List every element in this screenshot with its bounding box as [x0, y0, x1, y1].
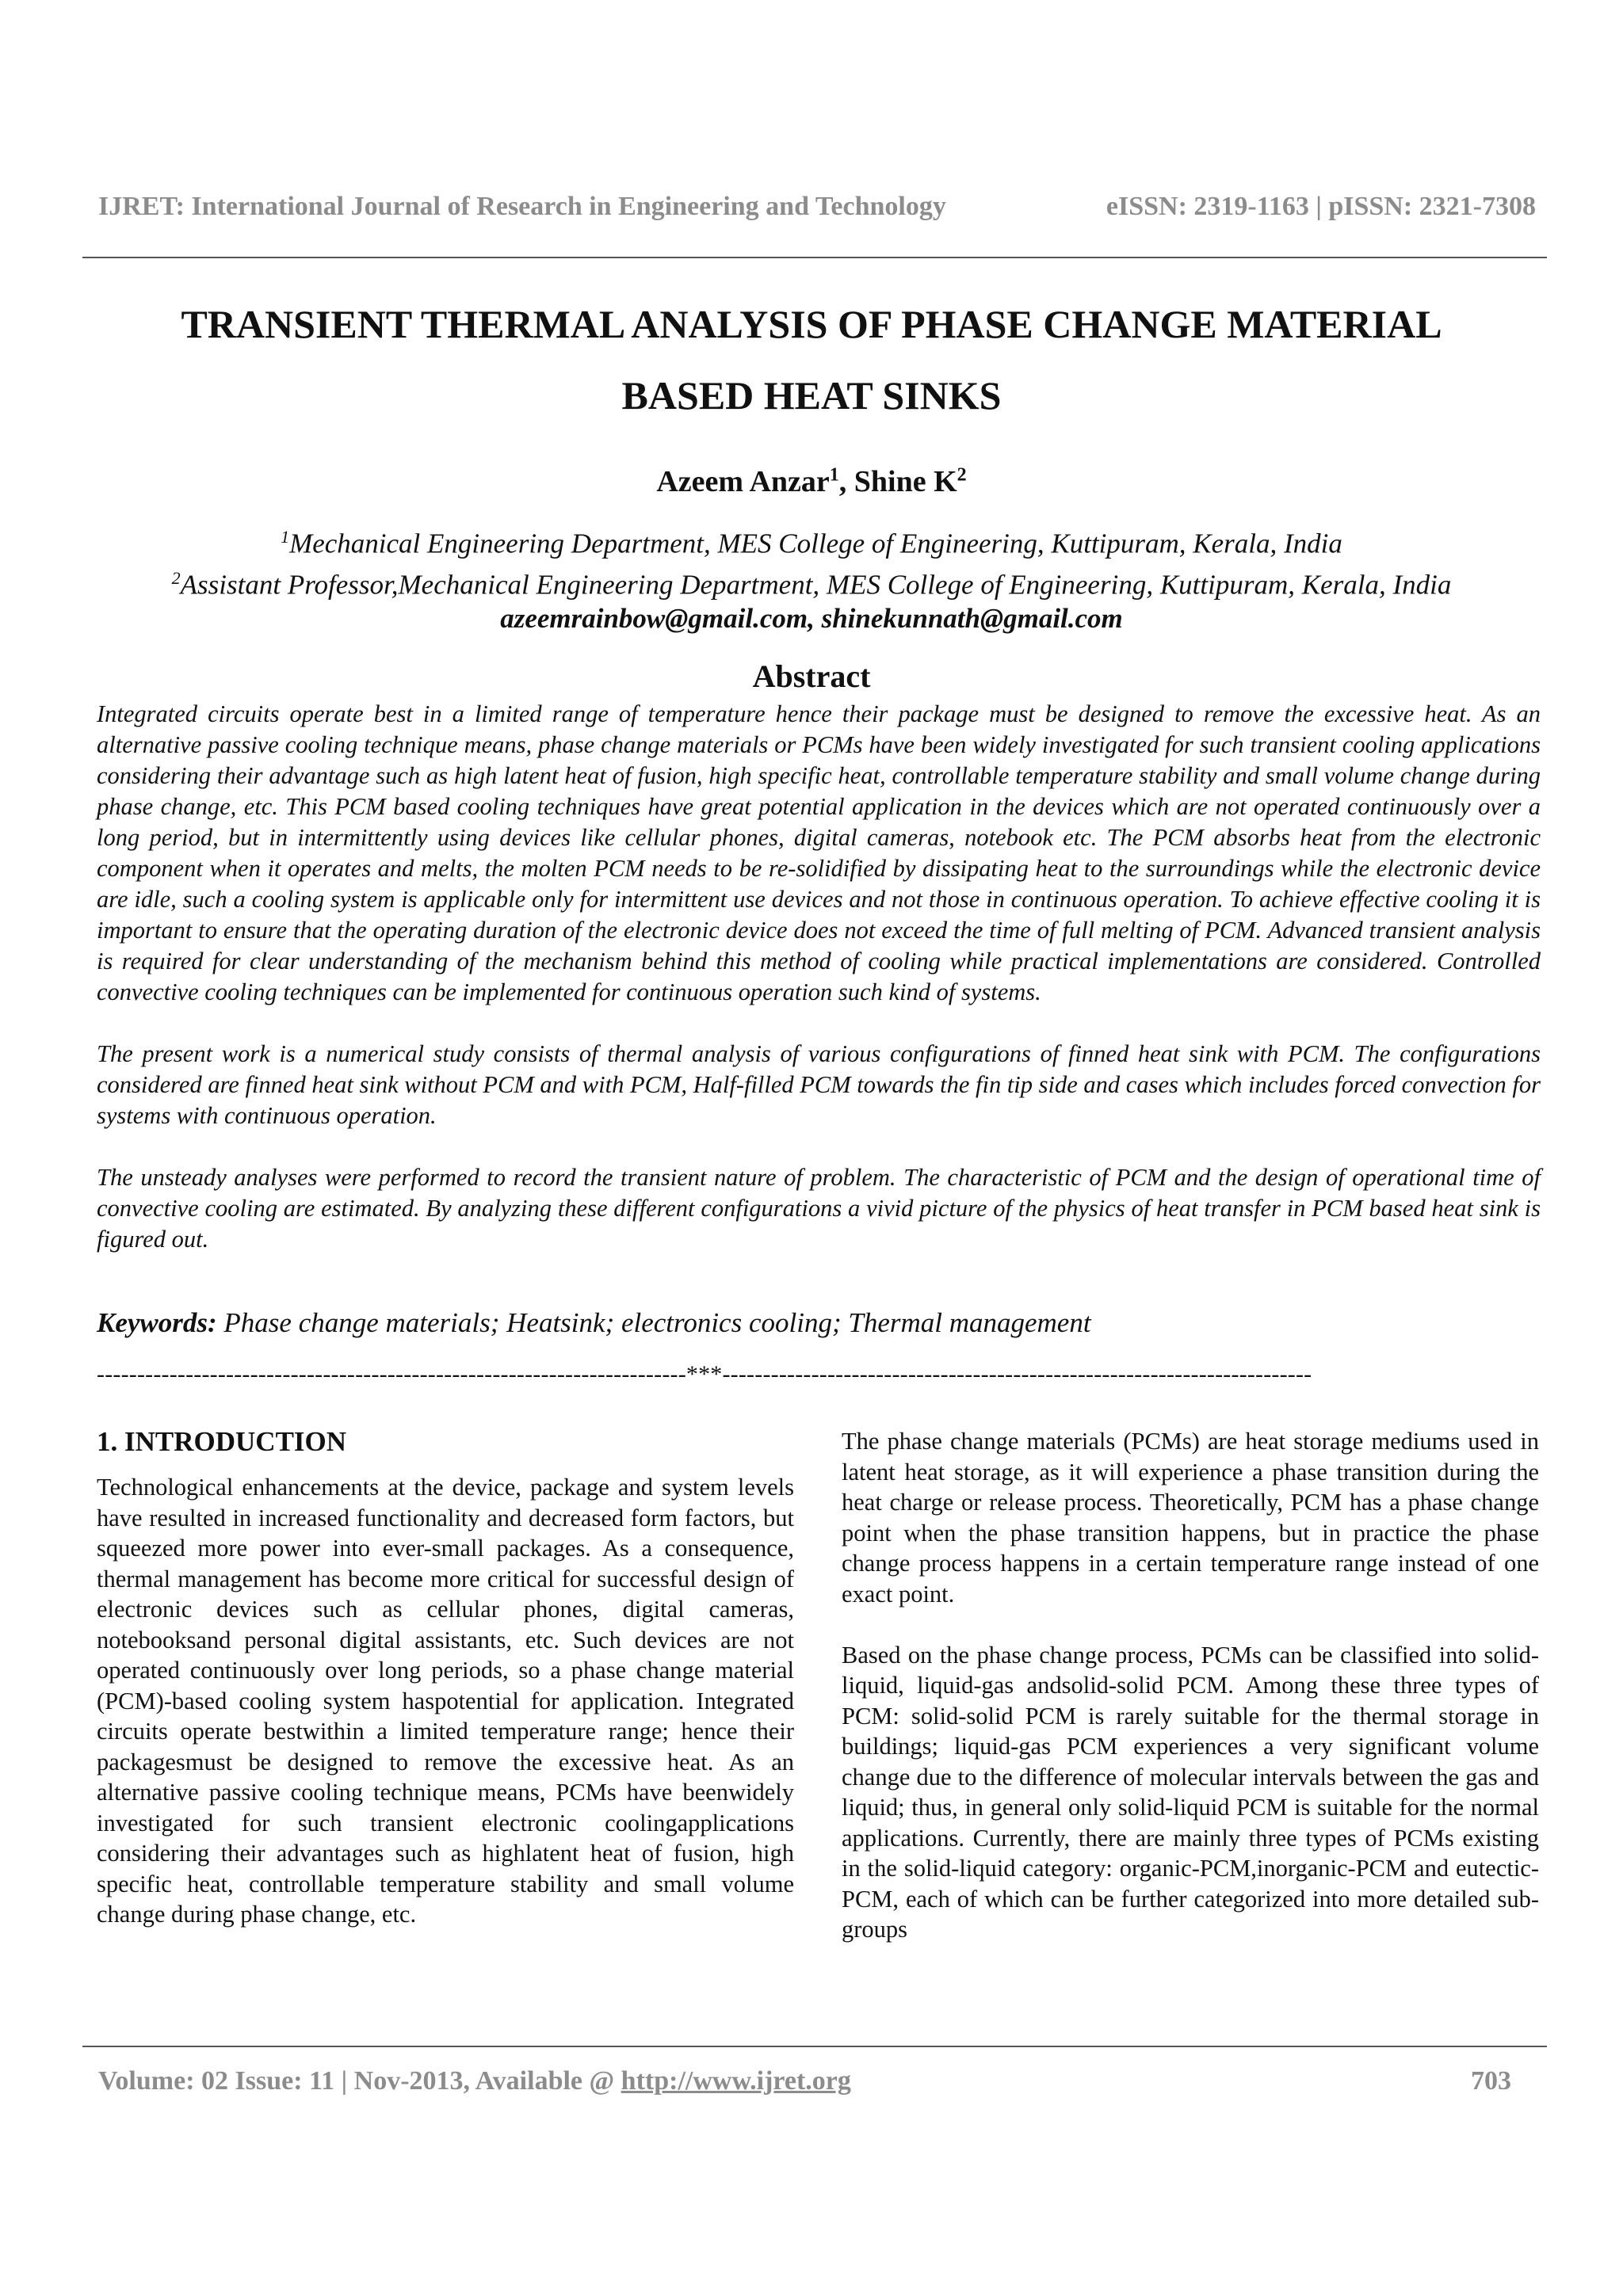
author-list — [0, 464, 1623, 499]
author-separator: , — [838, 465, 854, 498]
affiliation-2-superscript: 2 — [171, 567, 181, 588]
footer-citation — [98, 2066, 851, 2096]
paper-title-line-1: TRANSIENT THERMAL ANALYSIS OF PHASE CHANGE MATERIAL — [181, 302, 1442, 346]
footer-volume: Volume: 02 Issue: 11 | Nov-2013, Available @ — [98, 2066, 621, 2096]
affiliation-1 — [0, 520, 1623, 561]
right-column — [842, 1426, 1539, 1975]
intro-paragraph-1: Technological enhancements at the device, package and system levels have resulted in increased functionality and decreased form factors, but squeezed more power into ever-small packages. As a consequence, thermal management has become more critical for successful design of electronic devices such as cellular phones, digital cameras, notebooksand personal digital assistants, etc. Such devices are not operated continuously over long periods, so a phase change material (PCM)-based cooling system haspotential for application. Integrated circuits operate bestwithin a limited temperature range; hence their packagesmust be designed to remove the excessive heat. As an alternative passive cooling technique means, PCMs have beenwidely investigated for such transient electronic coolingapplications considering their advantages such as highlatent heat of fusion, high specific heat, controllable temperature stability and small volume change during phase change, etc. — [97, 1474, 794, 1928]
intro-paragraph-3: Based on the phase change process, PCMs can be classified into solid-liquid, liquid-gas andsolid-solid PCM. Among these three types of PCM: solid-solid PCM is rarely suitable for the thermal storage in buildings; liquid-gas PCM experiences a very significant volume change due to the difference of molecular intervals between the gas and liquid; thus, in general only solid-liquid PCM is suitable for the normal applications. Currently, there are mainly three types of PCMs existing in the solid-liquid category: organic-PCM,inorganic-PCM and eutectic-PCM, each of which can be further categorized into more detailed sub-groups — [842, 1641, 1539, 1943]
keywords-text: Phase change materials; Heatsink; electronics cooling; Thermal management — [223, 1307, 1091, 1338]
journal-issn: eISSN: 2319-1163 | pISSN: 2321-7308 — [1106, 192, 1536, 221]
author-2-superscript: 2 — [957, 464, 967, 486]
author-name-2: Shine K — [854, 465, 957, 498]
affiliation-1-text: Mechanical Engineering Department, MES College of Engineering, Kuttipuram, Kerala, India — [289, 528, 1342, 559]
section-separator: -------------------------------------------------------------------------***------------------------------------------------------------------------- — [97, 1361, 1312, 1387]
keywords — [97, 1307, 1541, 1339]
paper-title-line-2: BASED HEAT SINKS — [621, 373, 1002, 418]
affiliation-1-superscript: 1 — [281, 527, 290, 547]
abstract-paragraph-2: The present work is a numerical study consists of thermal analysis of various configurations of finned heat sink with PCM. The configurations considered are finned heat sink without PCM and with PCM, Half-filled PCM towards the fin tip side and cases which includes forced convection for systems with continuous operation. — [97, 1040, 1541, 1129]
journal-name: IJRET: International Journal of Research in Engineering and Technology — [98, 192, 946, 221]
affiliation-2-text: Assistant Professor,Mechanical Engineering Department, MES College of Engineering, Kuttipuram, Kerala, India — [180, 569, 1452, 601]
keywords-label: Keywords: — [97, 1307, 217, 1338]
page-number: 703 — [1471, 2066, 1511, 2096]
abstract-heading: Abstract — [752, 658, 871, 694]
intro-paragraph-2: The phase change materials (PCMs) are heat storage mediums used in latent heat storage, as it will experience a phase transition during the heat charge or release process. Theoretically, PCM has a phase change point when the phase transition happens, but in practice the phase change process happens in a certain temperature range instead of one exact point. — [842, 1428, 1539, 1608]
author-name-1: Azeem Anzar — [656, 465, 830, 498]
footer-url-link[interactable]: http://www.ijret.org — [621, 2066, 851, 2096]
affiliation-2 — [0, 561, 1623, 602]
footer-rule — [82, 2046, 1547, 2047]
abstract-paragraph-3: The unsteady analyses were performed to record the transient nature of problem. The characteristic of PCM and the design of operational time of convective cooling are estimated. By analyzing these different configurations a vivid picture of the physics of heat transfer in PCM based heat sink is figured out. — [97, 1164, 1541, 1253]
section-heading-introduction: 1. INTRODUCTION — [97, 1426, 347, 1457]
abstract-body — [97, 699, 1541, 1286]
affiliations — [0, 520, 1623, 635]
paper-title — [0, 288, 1623, 431]
header-rule — [82, 257, 1547, 258]
left-column — [97, 1426, 794, 1960]
abstract-paragraph-1: Integrated circuits operate best in a limited range of temperature hence their package must be designed to remove the excessive heat. As an alternative passive cooling technique means, phase change materials or PCMs have been widely investigated for such transient cooling applications considering their advantage such as high latent heat of fusion, high specific heat, controllable temperature stability and small volume change during phase change, etc. This PCM based cooling techniques have great potential application in the devices which are not operated continuously over a long period, but in intermittently using devices like cellular phones, digital cameras, notebook etc. The PCM absorbs heat from the electronic component when it operates and melts, the molten PCM needs to be re-solidified by dissipating heat to the surroundings while the electronic device are idle, such a cooling system is applicable only for intermittent use devices and not those in continuous operation. To achieve effective cooling it is important to ensure that the operating duration of the electronic device does not exceed the time of full melting of PCM. Advanced transient analysis is required for clear understanding of the mechanism behind this method of cooling while practical implementations are considered. Controlled convective cooling techniques can be implemented for continuous operation such kind of systems. — [97, 700, 1541, 1005]
author-1-superscript: 1 — [829, 464, 839, 486]
author-emails: azeemrainbow@gmail.com, shinekunnath@gmail.com — [500, 603, 1123, 635]
